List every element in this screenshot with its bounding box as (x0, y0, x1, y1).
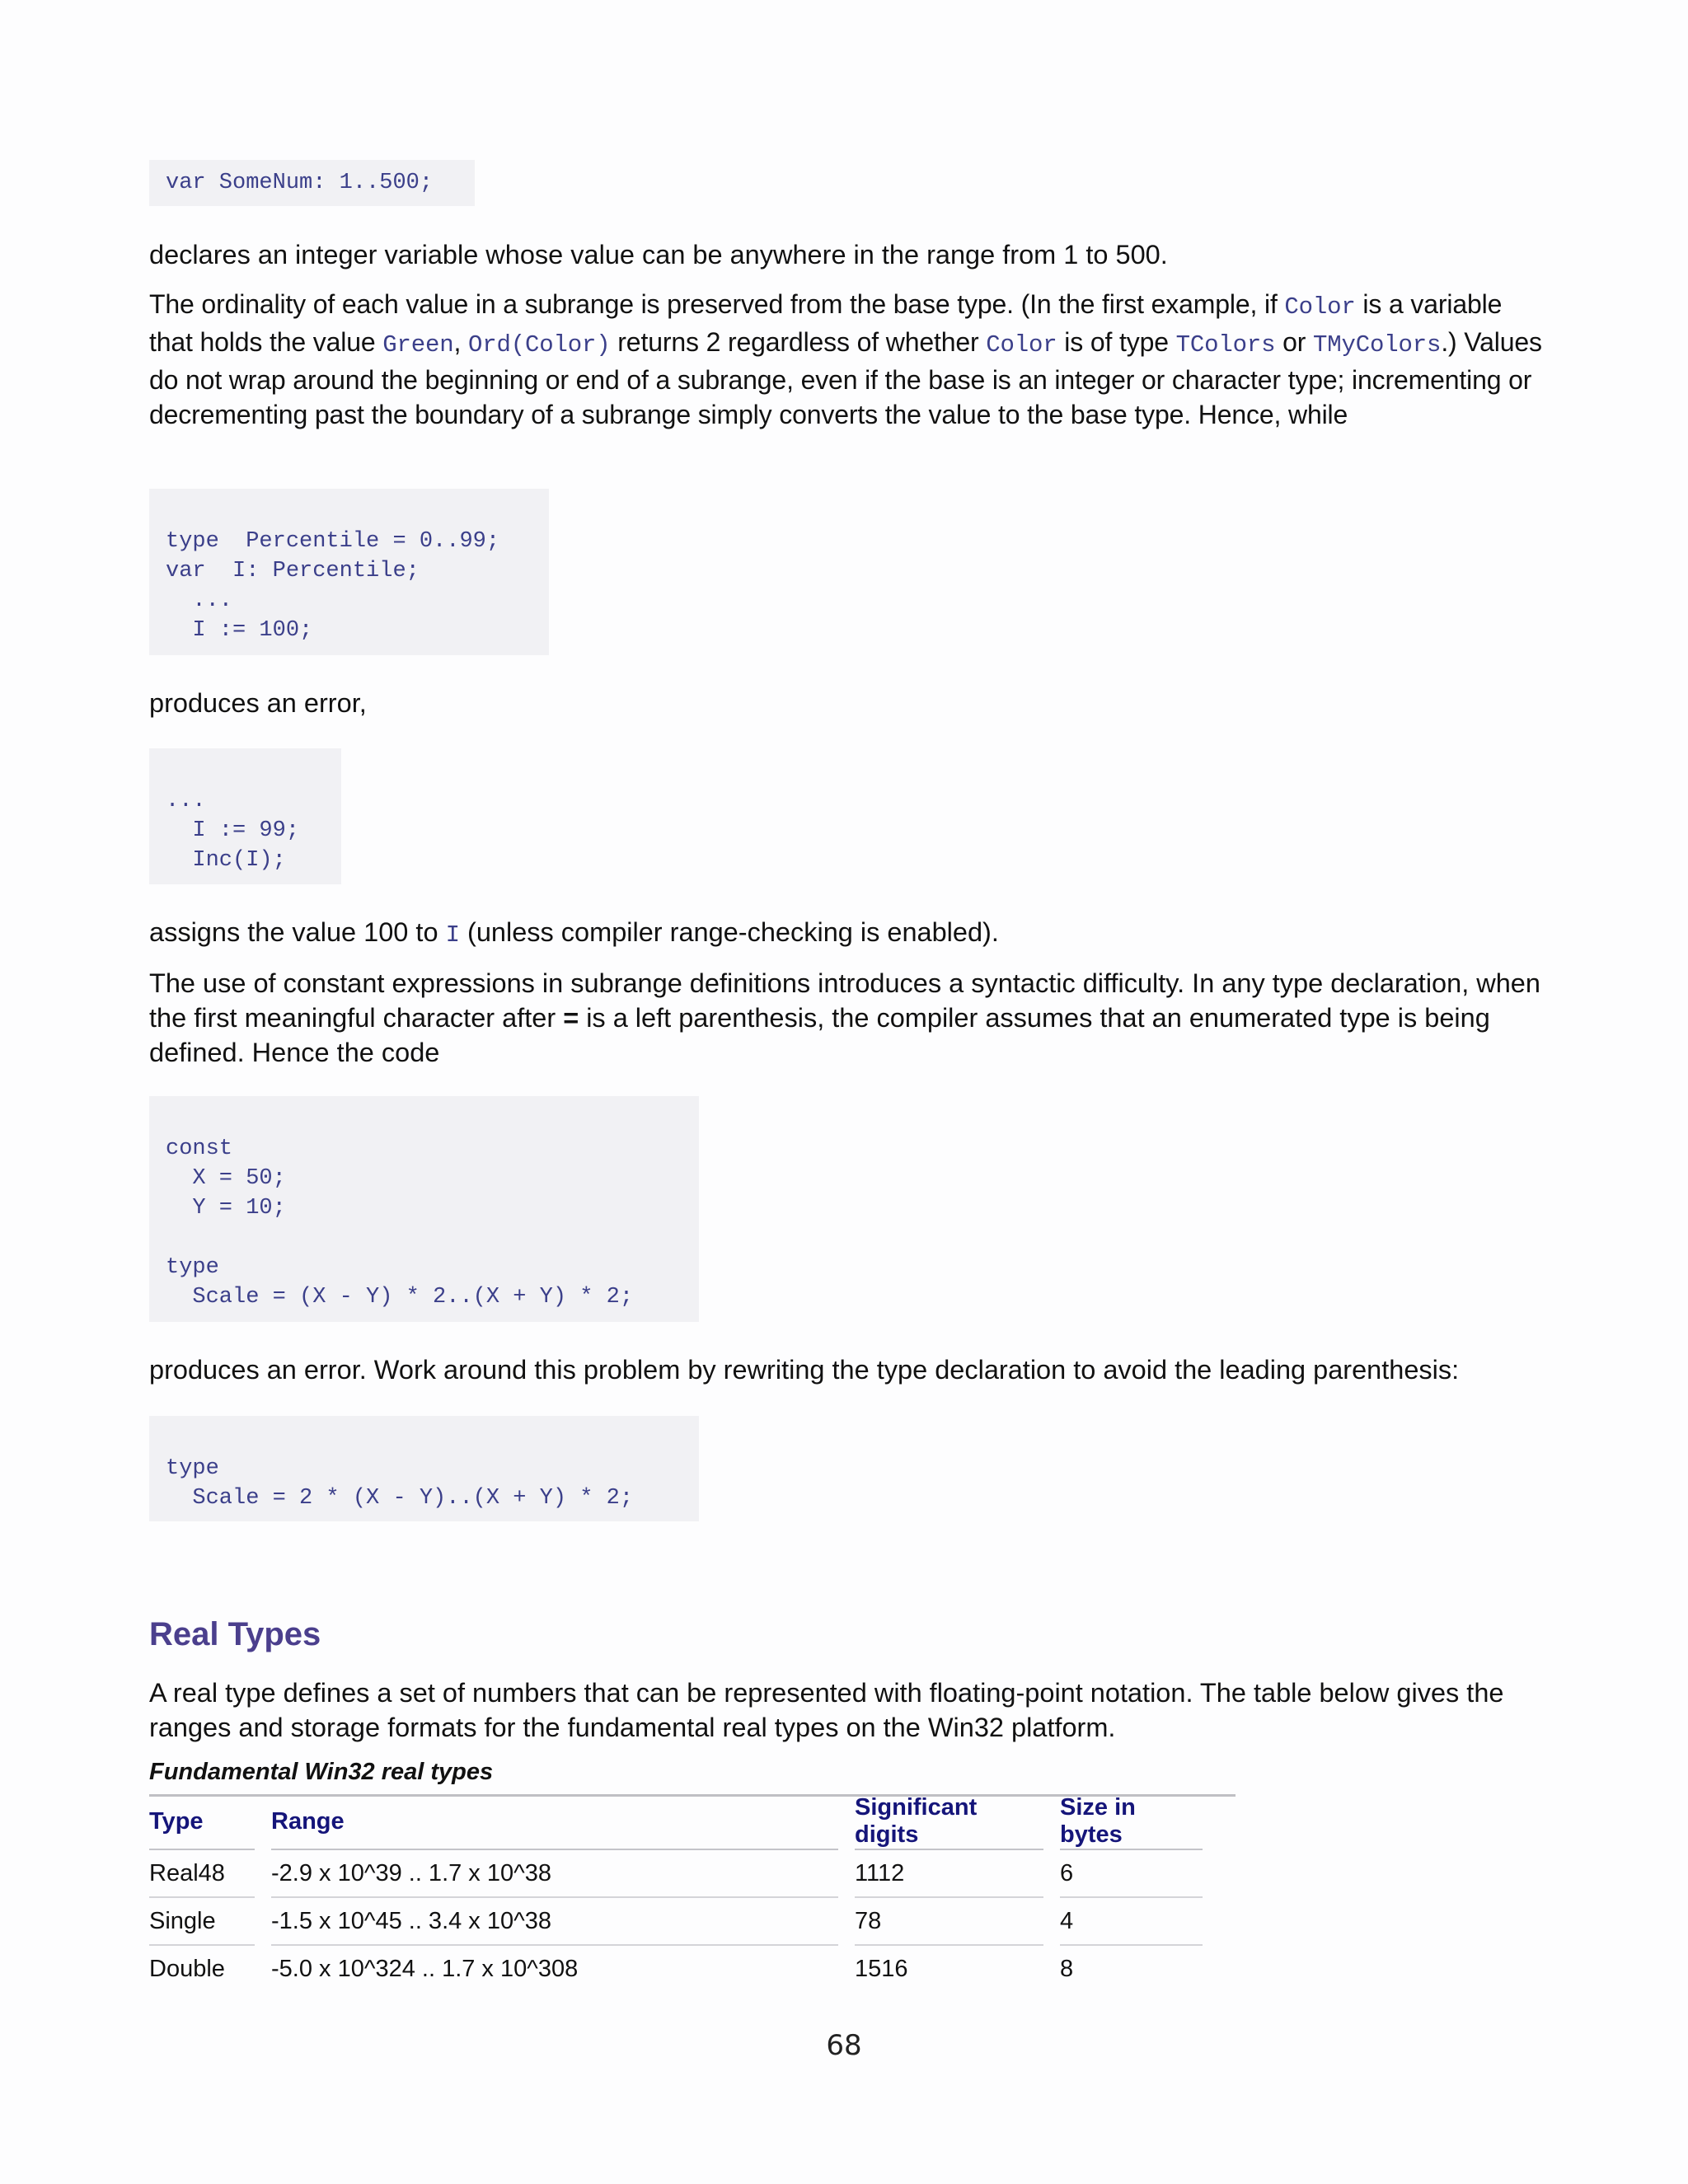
table-cell: -1.5 x 10^45 .. 3.4 x 10^38 (271, 1898, 838, 1946)
text-span: or (1275, 327, 1314, 357)
code-block-const-scale: const X = 50; Y = 10; type Scale = (X - Y) * 2..(X + Y) * 2; (149, 1096, 699, 1322)
text-span: (unless compiler range-checking is enabled). (459, 917, 999, 947)
table-cell: Double (149, 1955, 225, 1982)
table-caption: Fundamental Win32 real types (149, 1759, 494, 1785)
code-block-percentile: type Percentile = 0..99; var I: Percentile; ... I := 100; (149, 489, 549, 655)
page-number: 68 (826, 2029, 862, 2062)
paragraph-assigns (149, 915, 1550, 953)
inline-code: Color (986, 331, 1057, 359)
column-header: Range (271, 1794, 838, 1850)
table-cell: 1112 (855, 1850, 1043, 1898)
paragraph-workaround: produces an error. Work around this problem by rewriting the type declaration to avoid the leading parenthesis: (149, 1355, 1460, 1385)
code-block-inc: ... I := 99; Inc(I); (149, 748, 341, 884)
text-span: The use of constant expressions in subrange definitions introduces a syntactic difficulty. In any type declaration, when the first meaningful character after (149, 968, 1540, 1033)
section-heading: Real Types (149, 1616, 321, 1652)
table-cell: 8 (1060, 1955, 1074, 1982)
inline-code: TColors (1175, 331, 1276, 359)
table-cell: 78 (855, 1898, 1043, 1946)
paragraph-declares: declares an integer variable whose value can be anywhere in the range from 1 to 500. (149, 240, 1168, 269)
paragraph-real-type: A real type defines a set of numbers that can be represented with floating-point notation. The table below gives the ranges and storage formats for the fundamental real types on the Win32 platform. (149, 1678, 1504, 1742)
inline-code: TMyColors (1313, 331, 1442, 359)
text-span: assigns the value 100 to (149, 917, 446, 947)
inline-code: Color (1284, 293, 1356, 321)
real-types-table (133, 1794, 1219, 1992)
inline-code: Green (382, 331, 454, 359)
paragraph-produces-error: produces an error, (149, 688, 367, 718)
text-span: is a left parenthesis, the compiler assumes that an enumerated type is being defined. Hence the code (149, 1003, 1490, 1067)
table-cell: 4 (1060, 1898, 1203, 1946)
column-header: Size in bytes (1060, 1794, 1203, 1850)
table-row (149, 1850, 1203, 1898)
inline-code: I (445, 921, 460, 949)
table-cell: 1516 (855, 1955, 908, 1982)
text-span: is of type (1057, 327, 1176, 357)
text-span: .) Values do not wrap around the beginning or end of a subrange, even if the base is an integer or character type; incrementing or decrementing past the boundary of a subrange simply converts the value to the base type. Hence, while (149, 327, 1542, 429)
equals-sign: = (563, 1003, 579, 1033)
table-cell: -5.0 x 10^324 .. 1.7 x 10^308 (271, 1955, 579, 1982)
table-cell: Single (149, 1898, 255, 1946)
column-header: Type (149, 1794, 255, 1850)
code-block-scale-fixed: type Scale = 2 * (X - Y)..(X + Y) * 2; (149, 1416, 699, 1521)
paragraph-ordinality (149, 287, 1550, 432)
table-cell: Real48 (149, 1850, 255, 1898)
text-span: is a variable that holds the value (149, 289, 1503, 357)
table-cell: 6 (1060, 1850, 1203, 1898)
paragraph-constant-expressions (149, 966, 1550, 1070)
column-header: Significant digits (855, 1794, 1043, 1850)
table-cell: -2.9 x 10^39 .. 1.7 x 10^38 (271, 1850, 838, 1898)
table-header-row (149, 1794, 1203, 1850)
text-span: returns 2 regardless of whether (610, 327, 987, 357)
table-row (149, 1898, 1203, 1946)
table-row (149, 1946, 1203, 1992)
code-block-somenum: var SomeNum: 1..500; (149, 160, 475, 206)
text-span: , (453, 327, 469, 357)
text-span: The ordinality of each value in a subrange is preserved from the base type. (In the first example, if (149, 289, 1285, 319)
inline-code: Ord(Color) (468, 331, 611, 359)
